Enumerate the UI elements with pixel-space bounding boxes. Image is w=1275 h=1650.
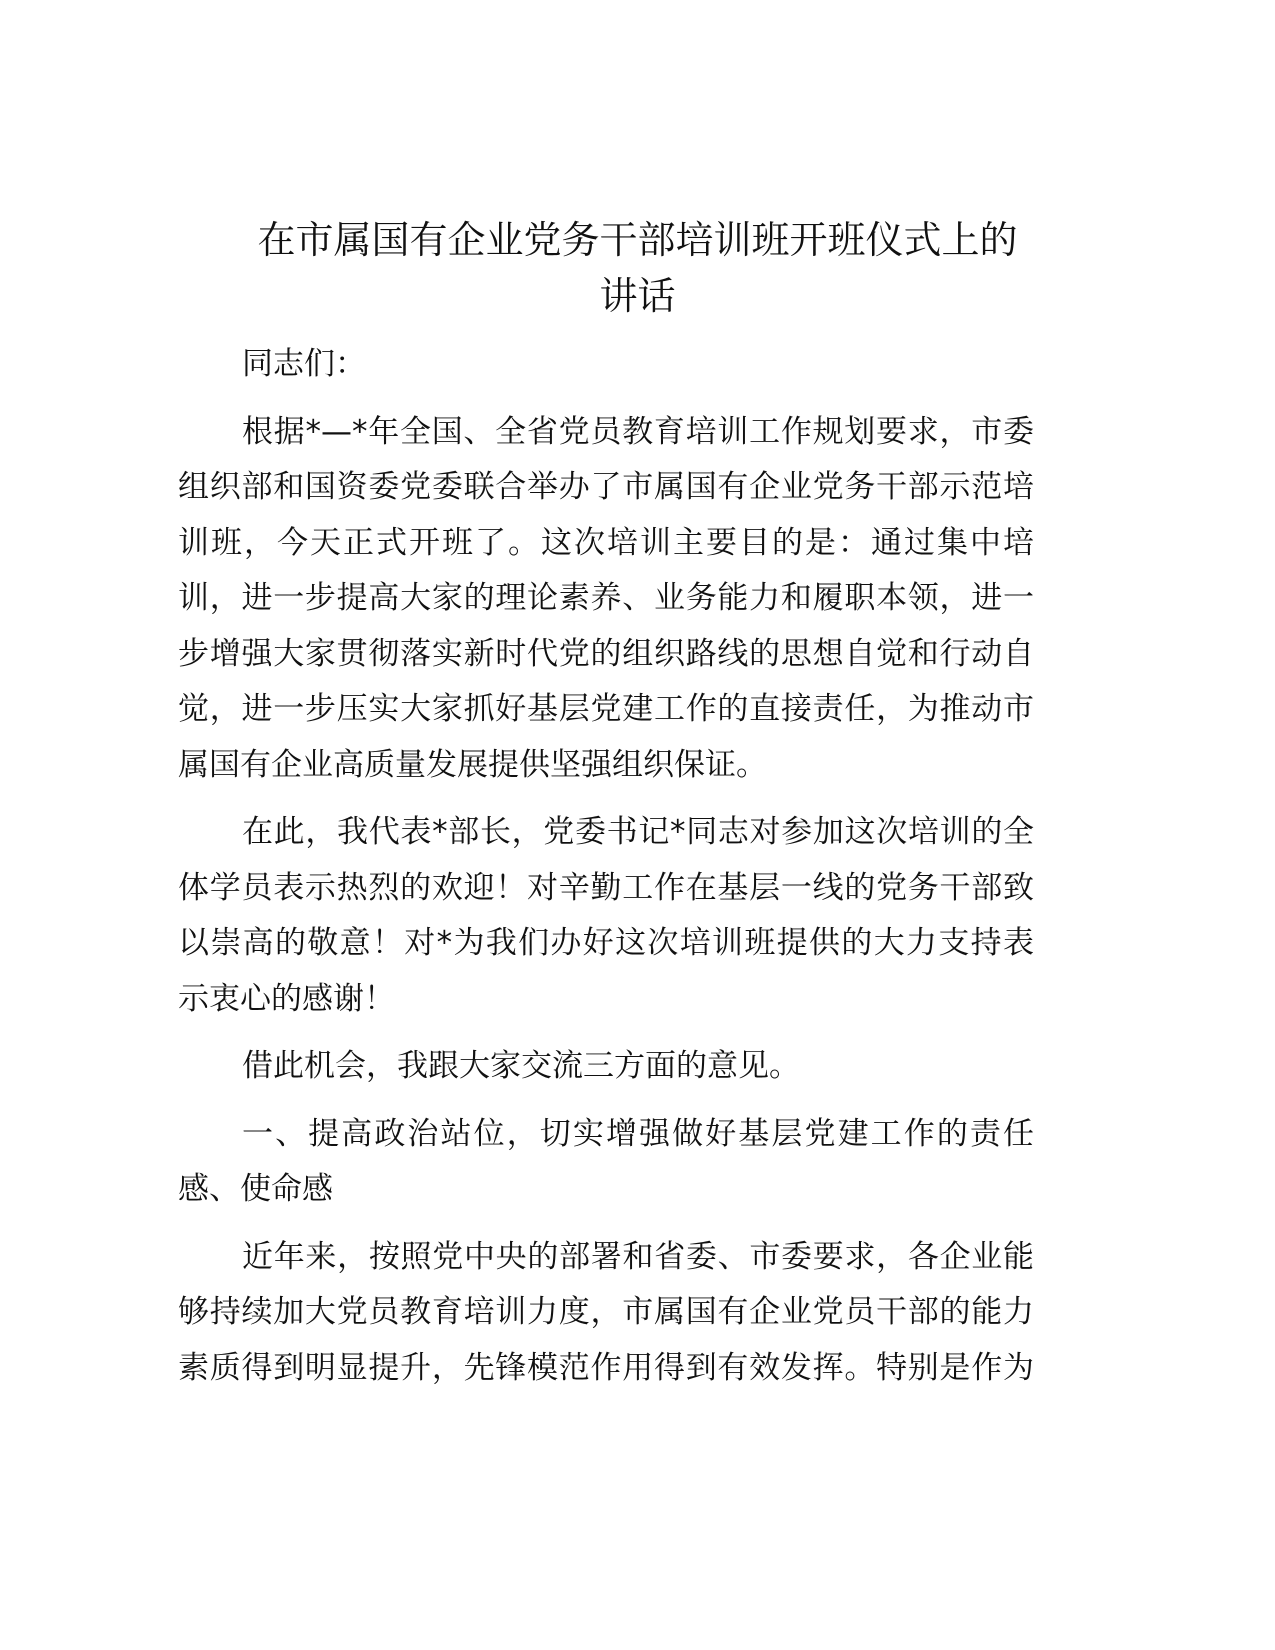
- paragraph: [178, 337, 1034, 393]
- text-line: 同志们：: [242, 346, 366, 382]
- title-line-1: 在市属国有企业党务干部培训班开班仪式上的: [257, 218, 1018, 262]
- text-line: 训，进一步提高大家的理论素养、业务能力和履职本领，进一: [178, 580, 1034, 616]
- document-body: [178, 337, 1034, 1408]
- paragraph: [178, 1039, 1034, 1095]
- text-line: 觉，进一步压实大家抓好基层党建工作的直接责任，为推动市: [178, 691, 1034, 727]
- text-line: 感、使命感: [178, 1171, 333, 1207]
- paragraph: [178, 1107, 1034, 1218]
- text-line: 步增强大家贯彻落实新时代党的组织路线的思想自觉和行动自: [178, 635, 1034, 672]
- text-line: 素质得到明显提升，先锋模范作用得到有效发挥。特别是作为: [178, 1349, 1034, 1386]
- text-line: 组织部和国资委党委联合举办了市属国有企业党务干部示范培: [178, 469, 1034, 505]
- text-line: 近年来，按照党中央的部署和省委、市委要求，各企业能: [242, 1238, 1034, 1275]
- paragraph: [178, 405, 1034, 794]
- text-line: 在此，我代表*部长，党委书记*同志对参加这次培训的全: [242, 814, 1034, 850]
- text-line: 根据*—*年全国、全省党员教育培训工作规划要求，市委: [242, 413, 1034, 450]
- text-line: 够持续加大党员教育培训力度，市属国有企业党员干部的能力: [178, 1294, 1034, 1330]
- text-line: 一、提高政治站位，切实增强做好基层党建工作的责任: [242, 1115, 1034, 1152]
- text-line: 训班，今天正式开班了。这次培训主要目的是：通过集中培: [178, 524, 1034, 561]
- title-line-2: 讲话: [599, 274, 676, 318]
- text-line: 借此机会，我跟大家交流三方面的意见。: [242, 1048, 800, 1084]
- document-title: [150, 212, 1125, 324]
- text-line: 体学员表示热烈的欢迎！对辛勤工作在基层一线的党务干部致: [178, 869, 1034, 906]
- paragraph: [178, 805, 1034, 1027]
- paragraph: [178, 1230, 1034, 1397]
- text-line: 属国有企业高质量发展提供坚强组织保证。: [178, 746, 767, 783]
- text-line: 以崇高的敬意！对*为我们办好这次培训班提供的大力支持表: [178, 925, 1034, 961]
- text-line: 示衷心的感谢！: [178, 980, 395, 1017]
